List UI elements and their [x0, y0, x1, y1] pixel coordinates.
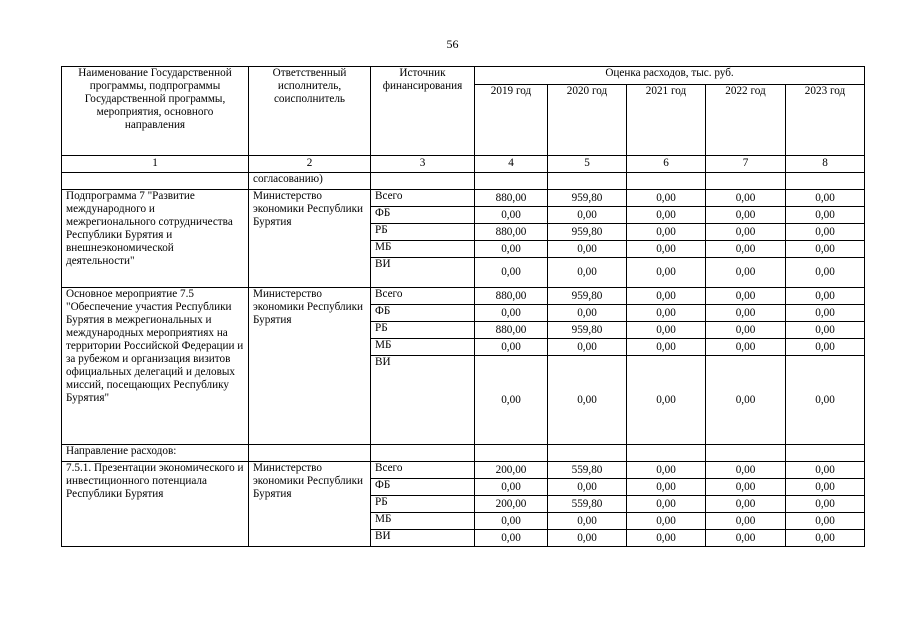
- value-cell: 0,00: [706, 190, 786, 207]
- header-year: 2019 год: [475, 85, 548, 156]
- activity-name: 7.5.1. Презентации экономического и инвестиционного потенциала Республики Бурятия: [62, 462, 249, 547]
- funding-source: Всего: [371, 462, 475, 479]
- value-cell: 0,00: [786, 339, 865, 356]
- value-cell: 0,00: [475, 207, 548, 224]
- value-cell: 959,80: [548, 288, 627, 305]
- value-cell: 0,00: [627, 288, 706, 305]
- header-costs: Оценка расходов, тыс. руб.: [475, 67, 865, 85]
- value-cell: 0,00: [627, 513, 706, 530]
- direction-label: Направление расходов:: [62, 445, 249, 462]
- empty-cell: [786, 173, 865, 190]
- value-cell: 0,00: [786, 513, 865, 530]
- continuation-row: [62, 173, 865, 190]
- value-cell: 0,00: [786, 190, 865, 207]
- value-cell: 0,00: [627, 462, 706, 479]
- value-cell: 0,00: [548, 258, 627, 288]
- value-cell: 0,00: [548, 241, 627, 258]
- empty-cell: [706, 173, 786, 190]
- funding-source: ВИ: [371, 258, 475, 288]
- header-responsible: Ответственный исполнитель, соисполнитель: [249, 67, 371, 156]
- column-number: 4: [475, 156, 548, 173]
- value-cell: 0,00: [786, 530, 865, 547]
- value-cell: 0,00: [627, 496, 706, 513]
- funding-source: РБ: [371, 322, 475, 339]
- column-number: 6: [627, 156, 706, 173]
- header-year: 2022 год: [706, 85, 786, 156]
- value-cell: 0,00: [548, 207, 627, 224]
- value-cell: 0,00: [786, 356, 865, 445]
- value-cell: 0,00: [706, 496, 786, 513]
- header-year: 2020 год: [548, 85, 627, 156]
- empty-cell: [706, 445, 786, 462]
- value-cell: 0,00: [548, 530, 627, 547]
- funding-source: МБ: [371, 339, 475, 356]
- value-cell: 0,00: [475, 356, 548, 445]
- expense-table: [61, 66, 865, 547]
- value-cell: 0,00: [786, 496, 865, 513]
- value-cell: 0,00: [706, 305, 786, 322]
- value-cell: 0,00: [475, 241, 548, 258]
- column-number: 1: [62, 156, 249, 173]
- empty-cell: [475, 173, 548, 190]
- table-row: [62, 288, 865, 305]
- value-cell: 0,00: [786, 224, 865, 241]
- value-cell: 0,00: [627, 530, 706, 547]
- value-cell: 559,80: [548, 462, 627, 479]
- funding-source: РБ: [371, 224, 475, 241]
- value-cell: 0,00: [475, 258, 548, 288]
- empty-cell: [627, 173, 706, 190]
- value-cell: 880,00: [475, 190, 548, 207]
- value-cell: 0,00: [627, 356, 706, 445]
- column-number: 7: [706, 156, 786, 173]
- value-cell: 880,00: [475, 322, 548, 339]
- empty-cell: [371, 173, 475, 190]
- activity-name: Основное мероприятие 7.5 "Обеспечение участия Республики Бурятия в межрегиональных и международных мероприятиях на территории Российской Федерации и за рубежом и организация визитов официальных делегаций и деловых миссий, посещающих Республику Бурятия": [62, 288, 249, 445]
- value-cell: 0,00: [548, 513, 627, 530]
- header-year: 2021 год: [627, 85, 706, 156]
- empty-cell: [249, 445, 371, 462]
- direction-row: [62, 445, 865, 462]
- empty-cell: [548, 173, 627, 190]
- program-name: Подпрограмма 7 "Развитие международного и межрегионального сотрудничества Республики Бурятия и внешнеэкономической деятельности": [62, 190, 249, 288]
- value-cell: 0,00: [786, 462, 865, 479]
- value-cell: 0,00: [627, 479, 706, 496]
- empty-cell: [371, 445, 475, 462]
- value-cell: 0,00: [786, 479, 865, 496]
- funding-source: ВИ: [371, 530, 475, 547]
- value-cell: 959,80: [548, 190, 627, 207]
- value-cell: 0,00: [706, 479, 786, 496]
- value-cell: 0,00: [706, 322, 786, 339]
- empty-cell: [548, 445, 627, 462]
- value-cell: 0,00: [475, 479, 548, 496]
- funding-source: ФБ: [371, 207, 475, 224]
- empty-cell: [475, 445, 548, 462]
- responsible-executor: Министерство экономики Республики Бурятия: [249, 462, 371, 547]
- funding-source: ФБ: [371, 479, 475, 496]
- header-source: Источник финансирования: [371, 67, 475, 156]
- empty-cell: [62, 173, 249, 190]
- funding-source: РБ: [371, 496, 475, 513]
- funding-source: Всего: [371, 190, 475, 207]
- value-cell: 0,00: [627, 207, 706, 224]
- funding-source: МБ: [371, 513, 475, 530]
- funding-source: Всего: [371, 288, 475, 305]
- value-cell: 0,00: [548, 479, 627, 496]
- table-row: [62, 190, 865, 207]
- funding-source: МБ: [371, 241, 475, 258]
- value-cell: 0,00: [706, 241, 786, 258]
- value-cell: 880,00: [475, 224, 548, 241]
- funding-source: ВИ: [371, 356, 475, 445]
- value-cell: 0,00: [627, 322, 706, 339]
- value-cell: 0,00: [706, 288, 786, 305]
- value-cell: 0,00: [627, 241, 706, 258]
- value-cell: 0,00: [627, 339, 706, 356]
- value-cell: 0,00: [627, 305, 706, 322]
- page-number: 56: [446, 37, 459, 51]
- continuation-text: согласованию): [249, 173, 371, 190]
- column-number: 3: [371, 156, 475, 173]
- value-cell: 0,00: [706, 356, 786, 445]
- column-number: 8: [786, 156, 865, 173]
- value-cell: 0,00: [475, 339, 548, 356]
- value-cell: 0,00: [548, 356, 627, 445]
- value-cell: 959,80: [548, 224, 627, 241]
- value-cell: 0,00: [786, 288, 865, 305]
- header-year: 2023 год: [786, 85, 865, 156]
- table-row: [62, 462, 865, 479]
- value-cell: 880,00: [475, 288, 548, 305]
- column-number: 5: [548, 156, 627, 173]
- value-cell: 0,00: [627, 224, 706, 241]
- value-cell: 0,00: [548, 339, 627, 356]
- value-cell: 0,00: [706, 530, 786, 547]
- value-cell: 0,00: [706, 258, 786, 288]
- value-cell: 0,00: [627, 190, 706, 207]
- column-number: 2: [249, 156, 371, 173]
- value-cell: 200,00: [475, 462, 548, 479]
- value-cell: 200,00: [475, 496, 548, 513]
- value-cell: 0,00: [706, 224, 786, 241]
- value-cell: 0,00: [706, 513, 786, 530]
- value-cell: 559,80: [548, 496, 627, 513]
- value-cell: 0,00: [706, 462, 786, 479]
- value-cell: 0,00: [548, 305, 627, 322]
- empty-cell: [627, 445, 706, 462]
- value-cell: 0,00: [786, 241, 865, 258]
- value-cell: 0,00: [786, 207, 865, 224]
- responsible-executor: Министерство экономики Республики Бурятия: [249, 190, 371, 288]
- value-cell: 0,00: [627, 258, 706, 288]
- funding-source: ФБ: [371, 305, 475, 322]
- value-cell: 0,00: [706, 339, 786, 356]
- responsible-executor: Министерство экономики Республики Бурятия: [249, 288, 371, 445]
- value-cell: 0,00: [786, 258, 865, 288]
- value-cell: 0,00: [786, 305, 865, 322]
- value-cell: 0,00: [475, 305, 548, 322]
- empty-cell: [786, 445, 865, 462]
- column-numbers-row: [62, 156, 865, 173]
- value-cell: 0,00: [475, 530, 548, 547]
- header-name: Наименование Государственной программы, подпрограммы Государственной программы, мероприятия, основного направления: [62, 67, 249, 156]
- value-cell: 0,00: [706, 207, 786, 224]
- value-cell: 959,80: [548, 322, 627, 339]
- header-row-1: [62, 67, 865, 85]
- value-cell: 0,00: [475, 513, 548, 530]
- value-cell: 0,00: [786, 322, 865, 339]
